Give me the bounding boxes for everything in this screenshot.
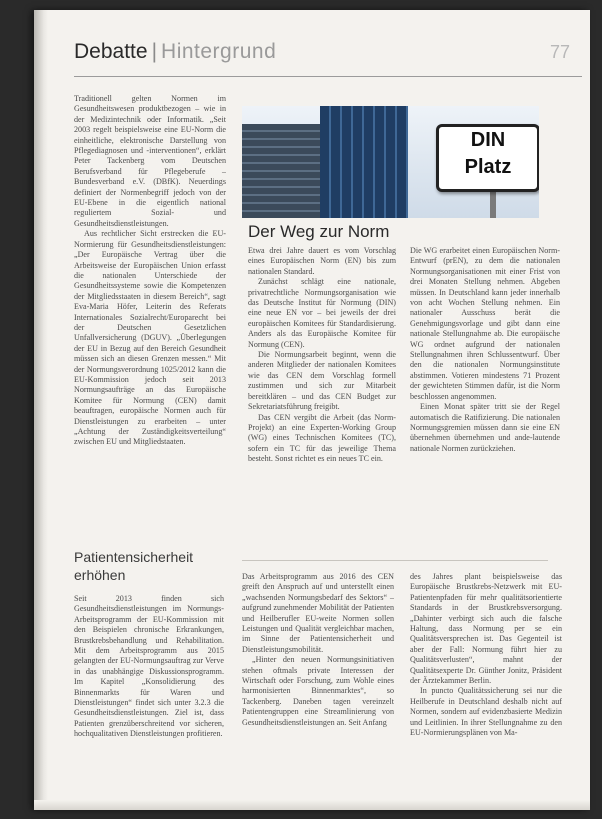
- page-spine-shadow: [34, 10, 48, 810]
- lower-column-left: [242, 572, 394, 794]
- section-title: [74, 40, 276, 64]
- box-paragraph: Die WG erarbeitet einen Europäischen Norm-Entwurf (prEN), zu dem die nationalen Normungsorganisationen mit einer Frist von drei Monaten Stellung nehmen. Abgeben müssen. In Deutschland kann jeder innerhalb von acht Wochen Stellung nehmen. Ein nationaler Ausschuss berät die Genehmigungsvorlage und gibt dann eine nationale Stellungnahme ab. Die europäische WG ordnet aufgrund der nationalen Stellungnahmen ihren Schlussentwurf. Über den die nationalen Normungsinstitute abstimmen. Votieren mindestens 71 Prozent der gewichteten Stimmen dafür, ist die Norm beschlossen angenommen.: [410, 246, 560, 401]
- building-left: [242, 124, 320, 218]
- lower-paragraph: „Hinter den neuen Normungsinitiativen stehen oftmals private Interessen der Wirtschaft oder Forschung, zum Wohle eines harmonisierten Binnenmarktes“, so Tackenberg. Daneben tagen vereinzelt Patientengruppen eine Streamlinierung von Gesundheitsdienstleistungen an. Seit Anfang: [242, 655, 394, 727]
- header-rule: [74, 76, 582, 77]
- subsection-label: Hintergrund: [161, 40, 277, 63]
- lower-column-right: [410, 572, 562, 794]
- box-column-right: [410, 246, 560, 546]
- din-sign-photo: [242, 106, 539, 218]
- lower-paragraph: des Jahres plant beispielsweise das Europäische Brustkrebs-Netzwerk mit EU-Patientenpfaden für mehr qualitätsorientierte Standards in der Brustkrebsversorgung. „Dahinter verbirgt sich auch die falsche Haltung, dass Normung per se ein Qualitätsversprechen ist. Das Gegenteil ist aber der Fall: Normung führt hier zu Qualitätsverlusten“, mahnt der Qualitätsexperte Dr. Günther Jonitz, Präsident der Ärztekammer Berlin.: [410, 572, 562, 686]
- page-number: 77: [549, 42, 570, 62]
- box-bottom-rule: [242, 560, 548, 561]
- main-paragraph: Aus rechtlicher Sicht erstrecken die EU-Normierung für Gesundheitsdienstleistungen: „Der Europäische Vertrag über die Arbeitsweise der Europäischen Union erfasst die nationalen Unterschiede der Gesundheitssysteme sowie die Kompetenzen der Mitgliedsstaaten in diesem Bereich“, sagt Eva-Maria Höfer, Leiterin des Referats Internationales Sozialrecht/Europarecht bei der Deutschen Gesetzlichen Unfallversicherung (DGUV). „Überlegungen der EU in Bezug auf den Bereich Gesundheit müssen sich an diesen Grenzen messen.“ Mit der Normungsverordnung 1025/2012 kann die EU-Kommission jedoch seit 2013 Normungsaufträge an das Europäische Komitee für Normung (CEN) damit beauftragen, europäische Normen auch für Dienstleistungen zu erarbeiten – unter „Achtung der Zuständigkeitsverteilung“ zwischen EU und Mitgliedstaaten.: [74, 229, 226, 447]
- page-header: [74, 36, 574, 76]
- page-bottom-edge: [34, 800, 590, 810]
- box-paragraph: Das CEN vergibt die Arbeit (das Norm-Projekt) an eine Experten-Working Group (WG) eines Technischen Komitees (TC), sofern ein TC für das jeweilige Thema besteht. Sonst richtet es ein neues TC ein.: [248, 412, 396, 464]
- box-title: Der Weg zur Norm: [248, 222, 390, 241]
- section-label: Debatte: [74, 40, 148, 63]
- sidebar-heading: Patientensicherheit erhöhen: [74, 549, 194, 583]
- main-paragraph: Traditionell gelten Normen im Gesundheitswesen produktbezogen – wie in der Medizintechnik oder Informatik. „Seit 2003 regelt beispielsweise eine EU-Norm die einheitliche, elektronische Darstellung von Pflegediagnosen und -interventionen“, erklärt Peter Tackenberg vom Deutschen Berufsverband für Pflegeberufe – Bundesverband e.V. (DBfK). Neuerdings definiert der Normenbegriff jedoch von der EU-Ebene in die eigentlich national reguliertem Sozial- und Gesundheitsdienstleistungen.: [74, 94, 226, 228]
- box-paragraph: Etwa drei Jahre dauert es vom Vorschlag eines Europäischen Norm (EN) bis zum nationalen Standard.: [248, 246, 396, 276]
- box-column-left: [248, 246, 396, 546]
- magazine-page: [34, 10, 590, 810]
- main-column: [74, 94, 226, 534]
- lower-paragraph: In puncto Qualitätssicherung sei nur die Heilberufe in Deutschland deshalb nicht auf Normen, sondern auf evidenzbasierte Medizin und Leitlinien. In ihrer Stellungnahme zu den EU-Normierungsplänen von Ma-: [410, 686, 562, 738]
- box-paragraph: Einen Monat später tritt sie der Regel automatisch die Ratifizierung. Die nationalen Normungsgremien müssen dann sie eine EN übernehmen übernehmen und ande-lautende nationale Normen zurückziehen.: [410, 402, 560, 453]
- lower-paragraph: Das Arbeitsprogramm aus 2016 des CEN greift den Anspruch auf und unterstellt einen „wachsenden Normungsbedarf des Sektors“ – aufgrund zunehmender Mobilität der Patienten und Heilberufler EU-weite Normen sollen Leistungen und Qualität vergleichbar machen, im Sinne der Patientensicherheit und Dienstleistungsmobilität.: [242, 572, 394, 654]
- box-paragraph: Zunächst schlägt eine nationale, privatrechtliche Normungsorganisation wie das Deutsche Institut für Normung (DIN) eine neue EN vor – bei jeweils der drei europäischen Komitees für Standardisierung. Anders als das Europäische Komitee für Normung (CEN).: [248, 277, 396, 349]
- box-paragraph: Die Normungsarbeit beginnt, wenn die anderen Mitglieder der nationalen Komitees wie das CEN dem Vorschlag formell zustimmen und sich zur Mitarbeit bereitklären – und das CEN Budget zur Sekretariatsführung freigibt.: [248, 350, 396, 412]
- sign-text-platz: Platz: [464, 156, 512, 178]
- sign-text-din: DIN: [470, 129, 506, 151]
- sidebar-paragraph: Seit 2013 finden sich Gesundheitsdienstleistungen im Normungs-Arbeitsprogramm der EU-Kommission mit den Beispielen chronische Erkrankungen, Brustkrebsbehandlung und Rehabilitation. Mit dem Arbeitsprogramm aus 2015 gelangten der EU-Normungsauftrag zur Verve in das unabhängige Diskussionsprogramm. Im Kapitel „Konsolidierung des Binnenmarkts für Waren und Dienstleistungen“ findet sich unter 3.2.3 die Gesundheitsdienstleistungen. Ziel ist, dass Patienten grenzüberschreitend vor sicheren, hochqualitativen Dienstleistungen profitieren.: [74, 594, 224, 739]
- section-separator: |: [151, 40, 158, 63]
- building-glass-tower: [320, 106, 408, 218]
- sidebar-column: [74, 594, 224, 794]
- din-street-sign: [436, 124, 539, 192]
